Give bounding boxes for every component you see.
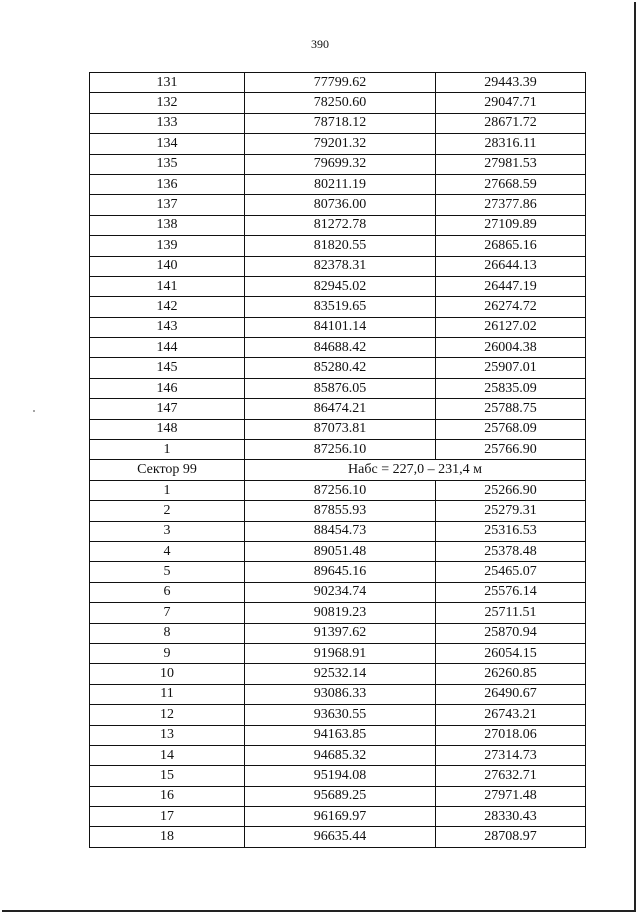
y-coordinate: 25766.90 xyxy=(436,440,586,460)
x-coordinate: 78718.12 xyxy=(245,113,436,133)
x-coordinate: 91968.91 xyxy=(245,643,436,663)
y-coordinate: 26865.16 xyxy=(436,236,586,256)
x-coordinate: 80736.00 xyxy=(245,195,436,215)
x-coordinate: 95194.08 xyxy=(245,766,436,786)
table-row xyxy=(90,134,586,154)
table-row xyxy=(90,664,586,684)
x-coordinate: 96169.97 xyxy=(245,807,436,827)
table-row xyxy=(90,399,586,419)
table-row xyxy=(90,419,586,439)
table-row xyxy=(90,73,586,93)
x-coordinate: 87073.81 xyxy=(245,419,436,439)
point-number: 133 xyxy=(90,113,245,133)
point-number: 12 xyxy=(90,705,245,725)
y-coordinate: 26743.21 xyxy=(436,705,586,725)
x-coordinate: 84688.42 xyxy=(245,338,436,358)
point-number: 145 xyxy=(90,358,245,378)
table-row xyxy=(90,317,586,337)
x-coordinate: 88454.73 xyxy=(245,521,436,541)
table-row xyxy=(90,684,586,704)
table-row xyxy=(90,338,586,358)
point-number: 13 xyxy=(90,725,245,745)
table-row xyxy=(90,113,586,133)
x-coordinate: 90819.23 xyxy=(245,603,436,623)
point-number: 15 xyxy=(90,766,245,786)
x-coordinate: 96635.44 xyxy=(245,827,436,847)
coordinates-table-section-a xyxy=(90,73,586,460)
x-coordinate: 85280.42 xyxy=(245,358,436,378)
point-number: 18 xyxy=(90,827,245,847)
table-row xyxy=(90,256,586,276)
table-row xyxy=(90,786,586,806)
table-row xyxy=(90,562,586,582)
y-coordinate: 26490.67 xyxy=(436,684,586,704)
x-coordinate: 79201.32 xyxy=(245,134,436,154)
point-number: 131 xyxy=(90,73,245,93)
x-coordinate: 93630.55 xyxy=(245,705,436,725)
point-number: 5 xyxy=(90,562,245,582)
point-number: 140 xyxy=(90,256,245,276)
y-coordinate: 26004.38 xyxy=(436,338,586,358)
table-row xyxy=(90,807,586,827)
point-number: 16 xyxy=(90,786,245,806)
table-row xyxy=(90,378,586,398)
coordinates-table xyxy=(89,72,586,848)
table-row xyxy=(90,521,586,541)
x-coordinate: 77799.62 xyxy=(245,73,436,93)
page-number: 390 xyxy=(311,37,329,51)
x-coordinate: 94685.32 xyxy=(245,745,436,765)
coordinates-table-section-b xyxy=(90,480,586,847)
x-coordinate: 85876.05 xyxy=(245,378,436,398)
y-coordinate: 27632.71 xyxy=(436,766,586,786)
x-coordinate: 95689.25 xyxy=(245,786,436,806)
y-coordinate: 27018.06 xyxy=(436,725,586,745)
sector-header-row xyxy=(90,460,586,480)
y-coordinate: 26054.15 xyxy=(436,643,586,663)
y-coordinate: 29047.71 xyxy=(436,93,586,113)
y-coordinate: 27981.53 xyxy=(436,154,586,174)
table-row xyxy=(90,215,586,235)
x-coordinate: 84101.14 xyxy=(245,317,436,337)
point-number: 9 xyxy=(90,643,245,663)
table-row xyxy=(90,154,586,174)
y-coordinate: 25266.90 xyxy=(436,480,586,500)
point-number: 141 xyxy=(90,276,245,296)
y-coordinate: 26260.85 xyxy=(436,664,586,684)
table-row xyxy=(90,705,586,725)
x-coordinate: 87256.10 xyxy=(245,480,436,500)
point-number: 132 xyxy=(90,93,245,113)
point-number: 146 xyxy=(90,378,245,398)
table-row xyxy=(90,93,586,113)
x-coordinate: 80211.19 xyxy=(245,174,436,194)
table-row xyxy=(90,174,586,194)
point-number: 137 xyxy=(90,195,245,215)
y-coordinate: 25907.01 xyxy=(436,358,586,378)
y-coordinate: 25788.75 xyxy=(436,399,586,419)
y-coordinate: 25768.09 xyxy=(436,419,586,439)
sector-label: Сектор 99 xyxy=(90,460,245,480)
table-row xyxy=(90,541,586,561)
table-row xyxy=(90,725,586,745)
point-number: 148 xyxy=(90,419,245,439)
x-coordinate: 94163.85 xyxy=(245,725,436,745)
table-row xyxy=(90,195,586,215)
y-coordinate: 25870.94 xyxy=(436,623,586,643)
point-number: 1 xyxy=(90,440,245,460)
y-coordinate: 27377.86 xyxy=(436,195,586,215)
point-number: 14 xyxy=(90,745,245,765)
table-row xyxy=(90,603,586,623)
sector-header-section xyxy=(90,460,586,480)
x-coordinate: 90234.74 xyxy=(245,582,436,602)
y-coordinate: 25279.31 xyxy=(436,501,586,521)
point-number: 10 xyxy=(90,664,245,684)
y-coordinate: 29443.39 xyxy=(436,73,586,93)
table-row xyxy=(90,236,586,256)
y-coordinate: 26447.19 xyxy=(436,276,586,296)
y-coordinate: 26644.13 xyxy=(436,256,586,276)
point-number: 135 xyxy=(90,154,245,174)
x-coordinate: 82945.02 xyxy=(245,276,436,296)
y-coordinate: 27109.89 xyxy=(436,215,586,235)
table-row xyxy=(90,582,586,602)
scan-speck xyxy=(33,410,35,412)
point-number: 134 xyxy=(90,134,245,154)
x-coordinate: 81272.78 xyxy=(245,215,436,235)
y-coordinate: 25835.09 xyxy=(436,378,586,398)
point-number: 142 xyxy=(90,297,245,317)
point-number: 147 xyxy=(90,399,245,419)
x-coordinate: 86474.21 xyxy=(245,399,436,419)
y-coordinate: 28316.11 xyxy=(436,134,586,154)
x-coordinate: 79699.32 xyxy=(245,154,436,174)
point-number: 138 xyxy=(90,215,245,235)
table-row xyxy=(90,623,586,643)
x-coordinate: 93086.33 xyxy=(245,684,436,704)
table-row xyxy=(90,827,586,847)
table-row xyxy=(90,276,586,296)
point-number: 139 xyxy=(90,236,245,256)
y-coordinate: 26274.72 xyxy=(436,297,586,317)
y-coordinate: 25378.48 xyxy=(436,541,586,561)
x-coordinate: 87256.10 xyxy=(245,440,436,460)
table-row xyxy=(90,440,586,460)
point-number: 144 xyxy=(90,338,245,358)
table-row xyxy=(90,643,586,663)
point-number: 7 xyxy=(90,603,245,623)
table-row xyxy=(90,297,586,317)
table-row xyxy=(90,358,586,378)
y-coordinate: 25711.51 xyxy=(436,603,586,623)
point-number: 8 xyxy=(90,623,245,643)
table-row xyxy=(90,501,586,521)
y-coordinate: 28671.72 xyxy=(436,113,586,133)
y-coordinate: 25316.53 xyxy=(436,521,586,541)
table-row xyxy=(90,745,586,765)
x-coordinate: 89645.16 xyxy=(245,562,436,582)
point-number: 3 xyxy=(90,521,245,541)
sector-height-range: Набс = 227,0 – 231,4 м xyxy=(245,460,586,480)
y-coordinate: 25576.14 xyxy=(436,582,586,602)
table-row xyxy=(90,766,586,786)
y-coordinate: 28330.43 xyxy=(436,807,586,827)
point-number: 1 xyxy=(90,480,245,500)
y-coordinate: 25465.07 xyxy=(436,562,586,582)
point-number: 136 xyxy=(90,174,245,194)
y-coordinate: 27314.73 xyxy=(436,745,586,765)
x-coordinate: 91397.62 xyxy=(245,623,436,643)
point-number: 143 xyxy=(90,317,245,337)
y-coordinate: 27971.48 xyxy=(436,786,586,806)
point-number: 4 xyxy=(90,541,245,561)
y-coordinate: 28708.97 xyxy=(436,827,586,847)
x-coordinate: 89051.48 xyxy=(245,541,436,561)
x-coordinate: 81820.55 xyxy=(245,236,436,256)
y-coordinate: 27668.59 xyxy=(436,174,586,194)
x-coordinate: 82378.31 xyxy=(245,256,436,276)
x-coordinate: 87855.93 xyxy=(245,501,436,521)
y-coordinate: 26127.02 xyxy=(436,317,586,337)
point-number: 11 xyxy=(90,684,245,704)
point-number: 6 xyxy=(90,582,245,602)
x-coordinate: 83519.65 xyxy=(245,297,436,317)
table-row xyxy=(90,480,586,500)
x-coordinate: 78250.60 xyxy=(245,93,436,113)
point-number: 17 xyxy=(90,807,245,827)
point-number: 2 xyxy=(90,501,245,521)
x-coordinate: 92532.14 xyxy=(245,664,436,684)
